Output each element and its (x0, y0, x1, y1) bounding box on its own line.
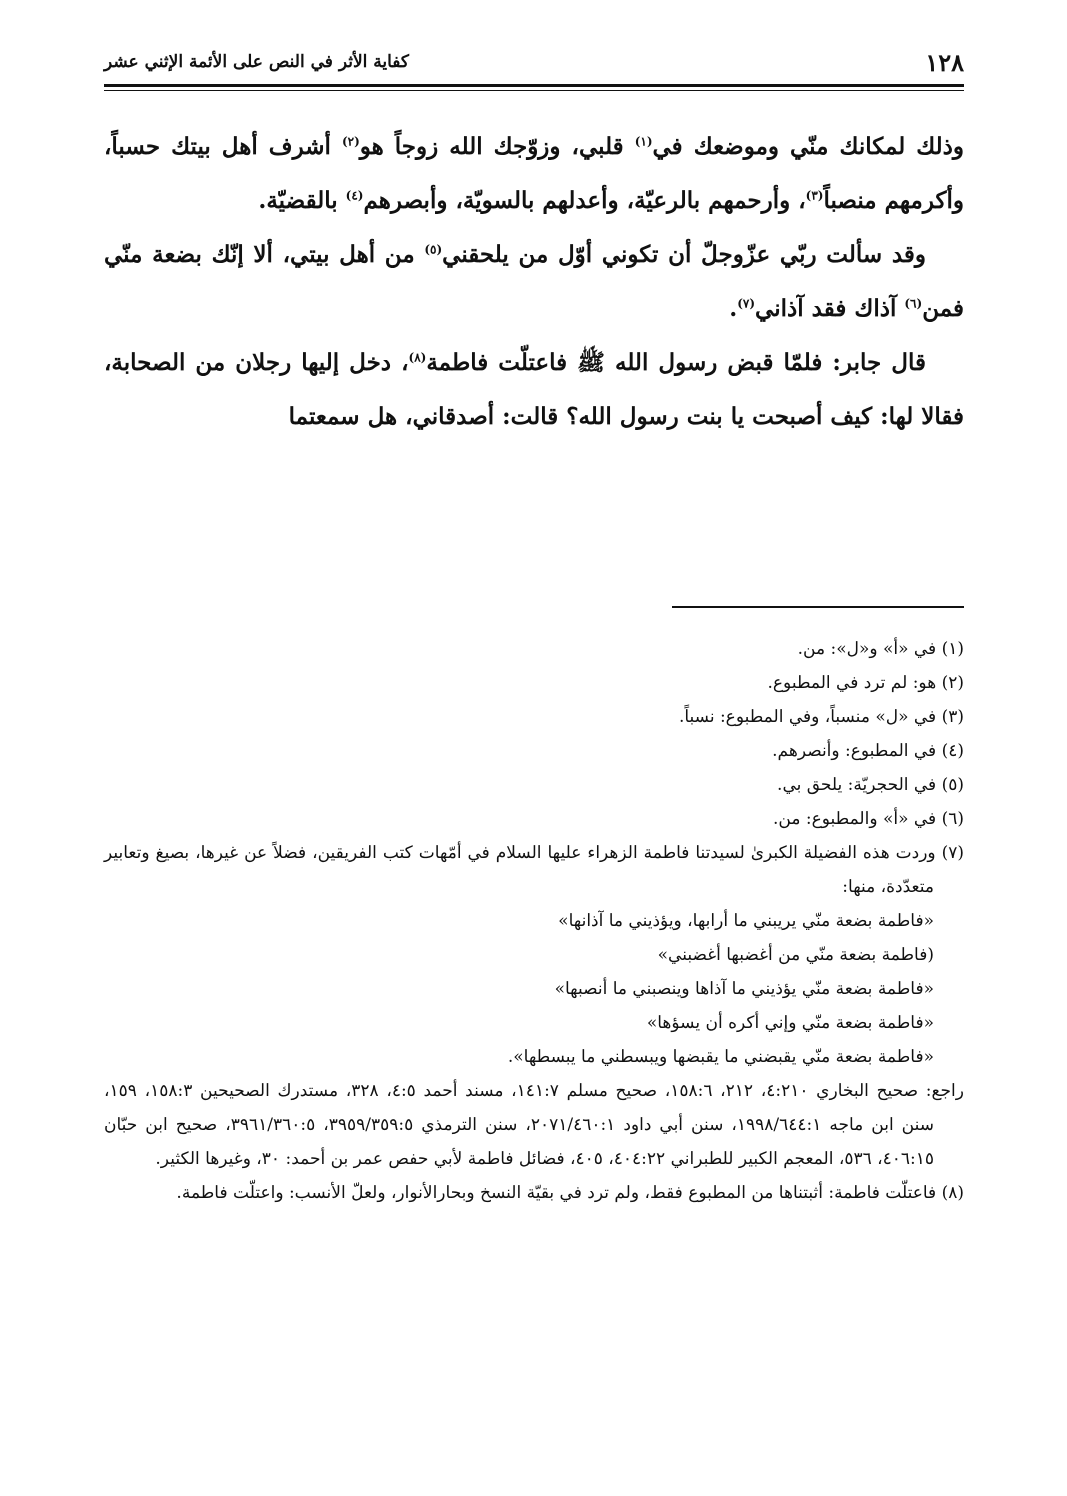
footnote-7-references: راجع: صحيح البخاري ٤:٢١٠، ٢١٢، ١٥٨:٦، صحيح مسلم ١٤١:٧، مسند أحمد ٤:٥، ٣٢٨، مستدرك الصحيحين ١٥٨:٣، ١٥٩، سنن ابن ماجه ١٩٩٨/٦٤٤:١، سنن أبي داود ٢٠٧١/٤٦٠:١، سنن الترمذي ٣٩٥٩/٣٥٩:٥، ٣٩٦١/٣٦٠:٥، صحيح ابن حبّان ٤٠٦:١٥، ٥٣٦، المعجم الكبير للطبراني ٤٠٤:٢٢، ٤٠٥، فضائل فاطمة لأبي حفص عمر بن أحمد: ٣٠، وغيرها الكثير. (104, 1081, 964, 1169)
footnote-3: (٣) في «ل» منسباً، وفي المطبوع: نسباً. (678, 707, 964, 727)
footnote-ref-8: (٨) (408, 350, 427, 365)
footnote-1: (١) في «أ» و«ل»: من. (797, 639, 964, 659)
footnote-7-quote-3: «فاطمة بضعة منّي يؤذيني ما آذاها وينصبني ما أنصبها» (554, 979, 934, 999)
header-rule-thin (104, 90, 964, 91)
main-text (104, 120, 964, 444)
footnote-separator (672, 606, 964, 608)
footnote-5: (٥) في الحجريّة: يلحق بي. (777, 775, 964, 795)
footnote-7: (٧) وردت هذه الفضيلة الكبرىٰ لسيدتنا فاطمة الزهراء عليها السلام في أمّهات كتب الفريقين، فضلاً عن غيرها، بصيغ وتعابير متعدّدة، منها: (104, 843, 964, 897)
paragraph-3: قال جابر: فلمّا قبض رسول الله ﷺ فاعتلّت فاطمة$^{(٨)}$، دخل إليها رجلان من الصحابة، فقالا لها: كيف أصبحت يا بنت رسول الله؟ قالت: أصدقاني، هل سمعتما (104, 349, 964, 430)
footnote-ref-2: (٢) (341, 134, 360, 149)
footnote-7-quote-2: (فاطمة بضعة منّي من أغضبها أغضبني» (657, 945, 934, 965)
running-title: كفاية الأثر في النص على الأئمة الإثني عشر (104, 52, 410, 72)
page-header (104, 40, 964, 84)
footnote-ref-7: (٧) (737, 296, 756, 311)
footnote-6: (٦) في «أ» والمطبوع: من. (773, 809, 964, 829)
footnote-2: (٢) هو: لم ترد في المطبوع. (767, 673, 964, 693)
book-page (104, 40, 964, 1470)
paragraph-1: وذلك لمكانك منّي وموضعك في$^{(١)}$ قلبي، وزوّجك الله زوجاً هو$^{(٢)}$ أشرف أهل بيتك حسباً، وأكرمهم منصباً$^{(٣)}$، وأرحمهم بالرعيّة، وأعدلهم بالسويّة، وأبصرهم$^{(٤)}$ بالقضيّة. (104, 133, 965, 214)
footnote-ref-4: (٤) (345, 188, 364, 203)
footnote-8: (٨) فاعتلّت فاطمة: أثبتناها من المطبوع فقط، ولم ترد في بقيّة النسخ وبحارالأنوار، ولعلّ الأنسب: واعتلّت فاطمة. (176, 1183, 964, 1203)
footnote-ref-3: (٣) (805, 188, 824, 203)
footnote-ref-1: (١) (634, 134, 653, 149)
header-rule-thick (104, 84, 964, 87)
footnotes (104, 632, 964, 1210)
footnote-ref-5: (٥) (424, 242, 443, 257)
footnote-7-quote-1: «فاطمة بضعة منّي يريبني ما أرابها، ويؤذيني ما آذانها» (558, 911, 934, 931)
footnote-ref-6: (٦) (904, 296, 923, 311)
footnote-7-quote-4: «فاطمة بضعة منّي وإني أكره أن يسؤها» (646, 1013, 934, 1033)
page-number: ١٢٨ (925, 47, 964, 77)
paragraph-2: وقد سألت ربّي عزّوجلّ أن تكوني أوّل من يلحقني$^{(٥)}$ من أهل بيتي، ألا إنّك بضعة منّي فمن$^{(٦)}$ آذاك فقد آذاني$^{(٧)}$. (104, 241, 964, 322)
footnote-4: (٤) في المطبوع: وأنصرهم. (772, 741, 964, 761)
footnote-7-quote-5: «فاطمة بضعة منّي يقبضني ما يقبضها ويبسطني ما يبسطها». (507, 1047, 934, 1067)
